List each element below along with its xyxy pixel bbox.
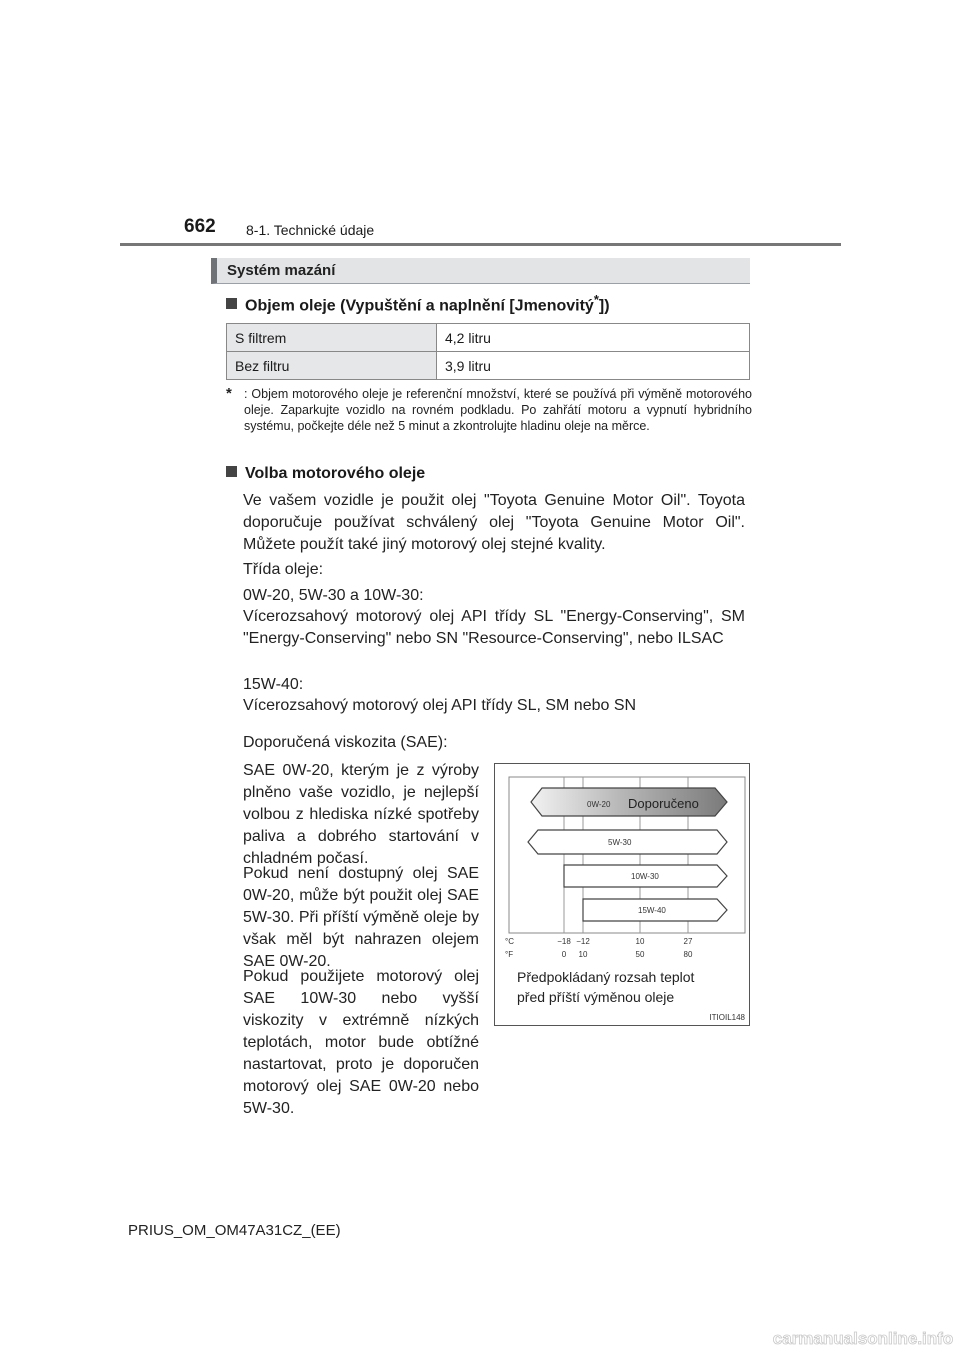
oil-grade-b-title: 15W-40: xyxy=(243,676,304,693)
footnote-marker: * xyxy=(226,385,232,402)
figure-caption-line: Předpokládaný rozsah teplot xyxy=(517,969,695,985)
oil-grade-a-title: 0W-20, 5W-30 a 10W-30: xyxy=(243,587,424,604)
page-number: 662 xyxy=(184,216,216,237)
tick-label-f: 80 xyxy=(683,950,693,959)
tick-label-f: 10 xyxy=(578,950,588,959)
figure-caption-line: před příští výměnou oleje xyxy=(517,989,675,1005)
oil-grade-b-text: Vícerozsahový motorový olej API třídy SL, SM nebo SN xyxy=(243,697,637,714)
footnote-text: : Objem motorového oleje je referenční množství, které se používá při výměně motorového oleje. Zaparkujte vozidlo na rovném podkladu. Po zahřátí motoru a vypnutí hybridního systému, počkejte déle než 5 minut a zkontrolujte hladinu oleje na měrce. xyxy=(244,387,752,433)
table-cell-label: S filtrem xyxy=(227,324,437,352)
oil-grade-label: Třída oleje: xyxy=(243,561,324,578)
watermark-text: carmanualsonline.info xyxy=(772,1329,954,1348)
tick-label-c: −18 xyxy=(557,937,571,946)
table-cell-value: 4,2 litru xyxy=(437,324,750,352)
recommended-label: Doporučeno xyxy=(628,796,699,811)
oil-grade-a-text: Vícerozsahový motorový olej API třídy SL "Energy-Conserving", SM "Energy-Conserving" nebo SN "Resource-Conserving", nebo ILSAC xyxy=(243,608,745,647)
figure-code: ITIOIL148 xyxy=(709,1013,745,1022)
viscosity-temperature-figure xyxy=(494,763,750,1026)
footnote-star: * xyxy=(593,292,599,307)
unit-celsius: °C xyxy=(505,937,514,946)
unit-fahrenheit: °F xyxy=(505,950,514,959)
tick-label-c: −12 xyxy=(576,937,590,946)
table-row xyxy=(227,352,750,380)
document-id: PRIUS_OM_OM47A31CZ_(EE) xyxy=(128,1222,341,1239)
viscosity-paragraph-2: Pokud není dostupný olej SAE 0W-20, může být použit olej SAE 5W-30. Při příští výměně oleje by však měl být nahrazen olejem SAE 0W-20. xyxy=(243,865,479,970)
figure-caption xyxy=(517,967,694,1007)
viscosity-label: Doporučená viskozita (SAE): xyxy=(243,734,448,751)
oil-selection-heading: Volba motorového oleje xyxy=(226,465,425,483)
tick-label-f: 0 xyxy=(561,950,567,959)
bar-label-0w-20: 0W-20 xyxy=(587,800,611,809)
tick-label-f: 50 xyxy=(635,950,645,959)
oil-capacity-heading: Objem oleje (Vypuštění a naplnění [Jmenovitý*]) xyxy=(226,292,610,315)
bar-label-10w-30: 10W-30 xyxy=(631,872,659,881)
square-bullet-icon xyxy=(226,298,237,309)
oil-intro-paragraph: Ve vašem vozidle je použit olej "Toyota Genuine Motor Oil". Toyota doporučuje používat schválený olej "Toyota Genuine Motor Oil". Můžete použít také jiný motorový olej stejné kvality. xyxy=(243,492,745,553)
table-cell-label: Bez filtru xyxy=(227,352,437,380)
tick-label-c: 27 xyxy=(683,937,693,946)
bar-label-15w-40: 15W-40 xyxy=(638,906,666,915)
viscosity-paragraph-1: SAE 0W-20, kterým je z výroby plněno vaše vozidlo, je nejlepší volbou z hlediska nízké spotřeby paliva a dobrého startování v chladném počasí. xyxy=(243,762,479,867)
section-bar xyxy=(211,258,750,284)
header-rule xyxy=(120,243,841,246)
tick-label-c: 10 xyxy=(635,937,645,946)
footnote xyxy=(226,386,752,434)
viscosity-paragraph-3: Pokud použijete motorový olej SAE 10W-30 nebo vyšší viskozity v extrémně nízkých teplotách, motor bude obtížné nastartovat, proto je doporučen motorový olej SAE 0W-20 nebo 5W-30. xyxy=(243,968,479,1117)
table-row xyxy=(227,324,750,352)
chapter-title: 8-1. Technické údaje xyxy=(246,222,375,238)
section-title: Systém mazání xyxy=(227,262,336,279)
watermark-logo xyxy=(768,1318,958,1354)
table-cell-value: 3,9 litru xyxy=(437,352,750,380)
bar-label-5w-30: 5W-30 xyxy=(608,838,632,847)
square-bullet-icon xyxy=(226,466,237,477)
oil-capacity-table xyxy=(226,323,750,380)
